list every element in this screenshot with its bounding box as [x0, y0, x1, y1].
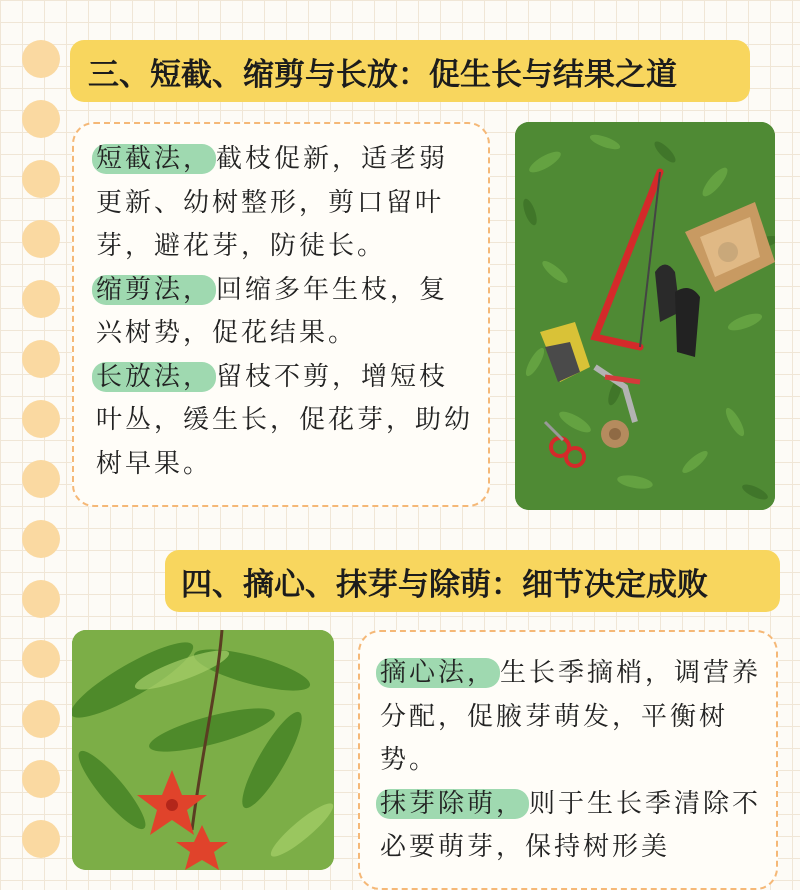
section-3-title: 三、短截、缩剪与长放：促生长与结果之道	[70, 40, 750, 102]
binder-ring	[22, 700, 60, 738]
term-highlight: 长放法，	[92, 362, 216, 392]
term-highlight: 抹芽除萌，	[376, 789, 529, 819]
paragraph-pinching	[380, 652, 762, 783]
binder-ring	[22, 820, 60, 858]
paragraph-text: 留枝不剪，增短枝叶丛，缓生长，促花芽，助幼树早果。	[96, 361, 474, 479]
paragraph-long-release	[96, 356, 474, 487]
binder-ring	[22, 340, 60, 378]
term-highlight: 摘心法，	[376, 658, 500, 688]
paragraph-disbudding	[380, 783, 762, 870]
paragraph-text: 回缩多年生枝，复兴树势，促花结果。	[96, 274, 449, 348]
section-3-text-card	[72, 122, 490, 507]
binder-ring	[22, 40, 60, 78]
binder-ring	[22, 520, 60, 558]
binder-ring	[22, 640, 60, 678]
binder-ring	[22, 100, 60, 138]
binder-ring	[22, 460, 60, 498]
binder-ring	[22, 220, 60, 258]
paragraph-text: 则于生长季清除不必要萌芽，保持树形美	[380, 788, 762, 862]
term-highlight: 短截法，	[92, 144, 216, 174]
paragraph-shrink-cut	[96, 269, 474, 356]
paragraph-short-cut	[96, 138, 474, 269]
term-highlight: 缩剪法，	[92, 275, 216, 305]
binder-ring	[22, 160, 60, 198]
binder-ring	[22, 280, 60, 318]
binder-ring	[22, 400, 60, 438]
pomegranate-flower-photo	[72, 630, 334, 870]
paragraph-text: 生长季摘梢，调营养分配，促腋芽萌发，平衡树势。	[380, 658, 762, 775]
section-4-text-card	[358, 630, 778, 890]
pruning-tools-photo	[515, 122, 775, 510]
section-4-title: 四、摘心、抹芽与除萌：细节决定成败	[165, 550, 780, 612]
binder-ring	[22, 580, 60, 618]
paragraph-text: 截枝促新，适老弱更新、幼树整形，剪口留叶芽，避花芽，防徒长。	[96, 144, 449, 261]
binder-ring	[22, 760, 60, 798]
